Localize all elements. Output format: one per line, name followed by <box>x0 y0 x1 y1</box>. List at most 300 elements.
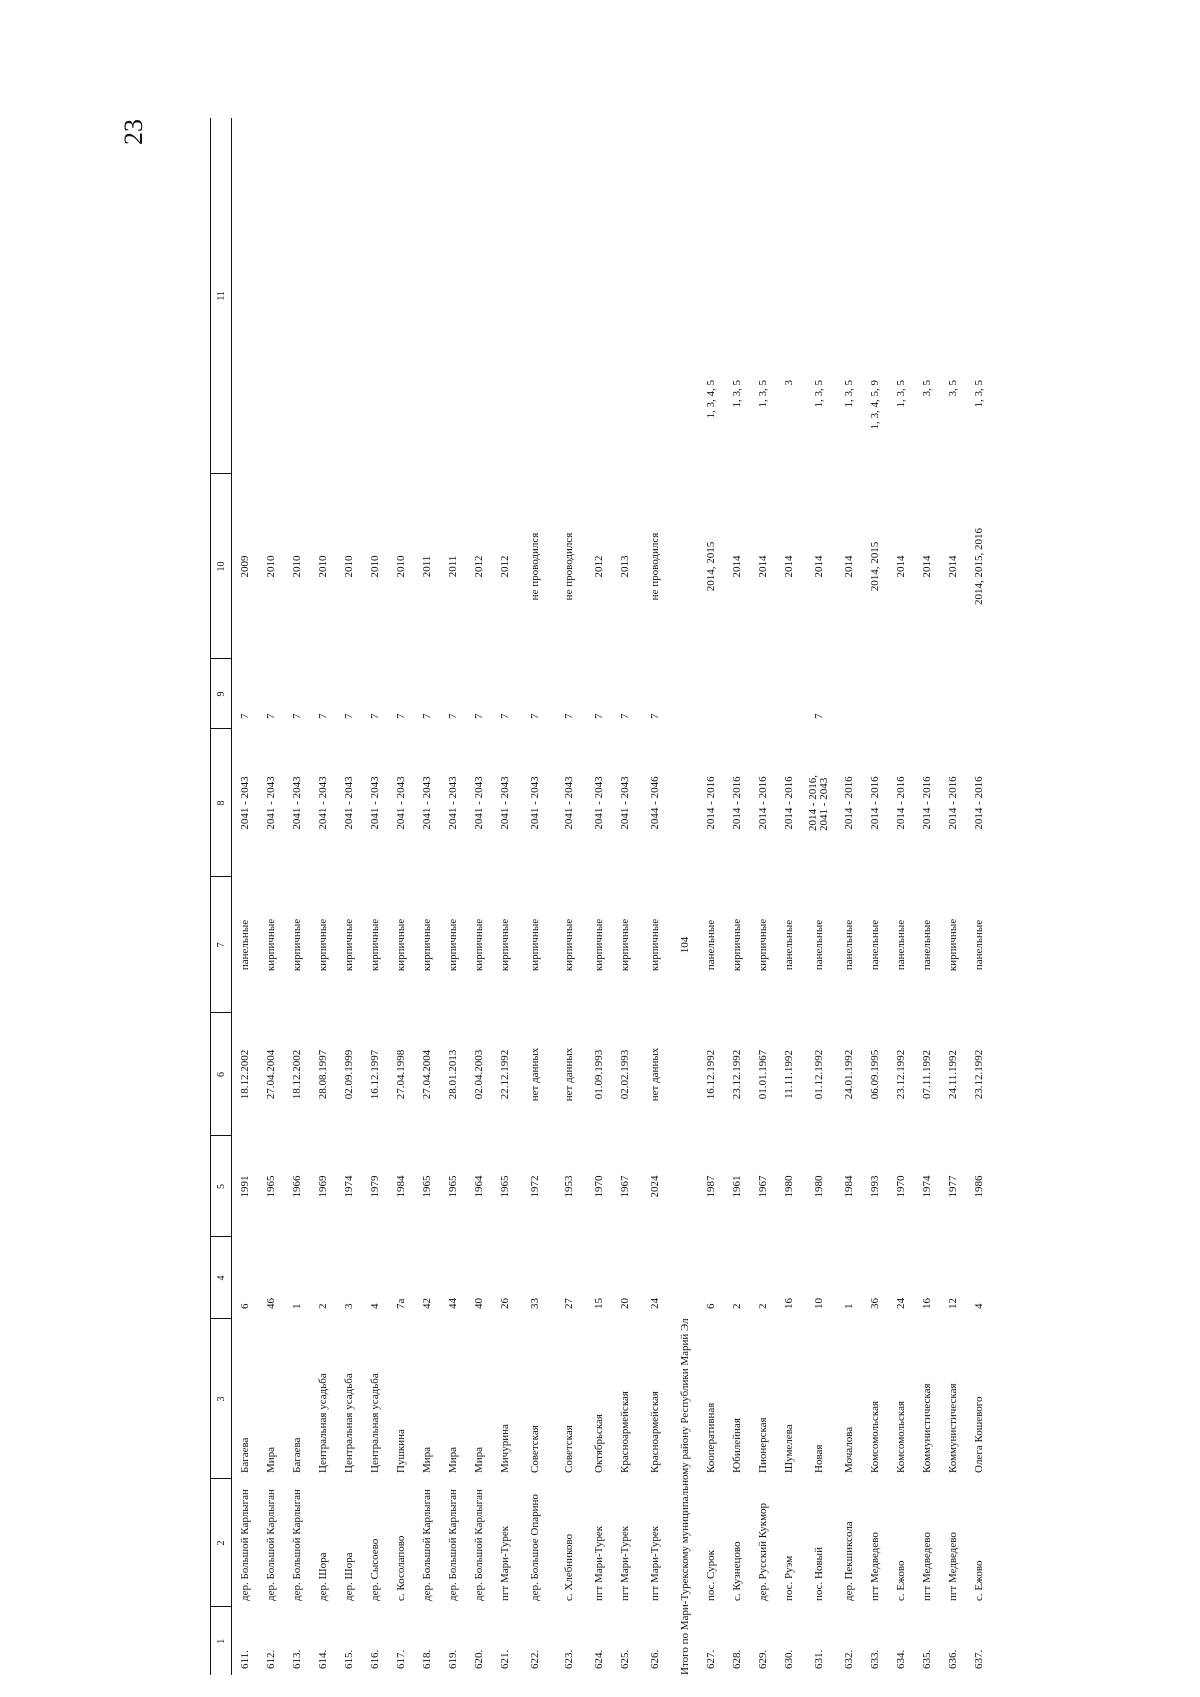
street-cell: Мичурина <box>498 1424 511 1473</box>
street-cell: Мира <box>264 1446 277 1473</box>
column-number-11: 11 <box>211 118 232 474</box>
rotated-table-frame <box>210 118 990 1675</box>
row-number: 625. <box>618 1649 631 1669</box>
row-number: 615. <box>342 1649 355 1669</box>
column-10-cell: 2009 <box>238 555 251 578</box>
row-number: 630. <box>782 1649 795 1669</box>
column-10-cell: 2014, 2015 <box>704 541 717 592</box>
wall-material-cell: панельные <box>894 919 907 971</box>
wall-material-cell: кирпичные <box>342 918 355 972</box>
street-cell: Мира <box>446 1446 459 1473</box>
column-11-cell: 1, 3, 4, 5 <box>704 380 717 419</box>
repair-period-cell-line: 2041 - 2043 <box>817 777 830 831</box>
wall-material-cell: кирпичные <box>946 918 959 972</box>
column-10-cell: 2010 <box>368 555 381 578</box>
repair-period-cell: 2014 - 2016 <box>730 776 743 830</box>
repair-period-cell: 2044 - 2046 <box>648 776 661 830</box>
year-built-cell: 1965 <box>420 1175 433 1198</box>
settlement-cell: с. Хлебниково <box>562 1534 575 1601</box>
street-cell: Комсомольская <box>894 1400 907 1473</box>
column-11-cell <box>284 118 310 474</box>
house-number-cell: 2 <box>730 1303 743 1309</box>
wall-material-cell: кирпичные <box>592 918 605 972</box>
year-built-cell: 1964 <box>472 1175 485 1198</box>
column-number-3: 3 <box>211 1319 232 1479</box>
column-9-cell: 7 <box>290 713 303 719</box>
date-cell: нет данных <box>648 1047 661 1102</box>
table-row <box>888 118 914 1675</box>
date-cell: 16.12.1997 <box>368 1049 381 1100</box>
wall-material-cell: панельные <box>238 919 251 971</box>
column-number-1: 1 <box>211 1607 232 1675</box>
house-number-cell: 24 <box>894 1298 907 1309</box>
wall-material-cell: панельные <box>704 919 717 971</box>
table-row <box>440 118 466 1675</box>
column-10-cell: 2010 <box>342 555 355 578</box>
column-9-cell <box>836 659 862 729</box>
column-number-row <box>211 118 232 1675</box>
housing-table <box>210 118 992 1675</box>
settlement-cell: дер. Шора <box>342 1552 355 1601</box>
settlement-cell: пгт Медведево <box>946 1532 959 1601</box>
repair-period-cell: 2014 - 2016 <box>704 776 717 830</box>
year-built-cell: 2024 <box>648 1175 661 1198</box>
house-number-cell: 4 <box>368 1303 381 1309</box>
column-11-cell <box>612 118 638 474</box>
row-number: 619. <box>446 1649 459 1669</box>
row-number: 622. <box>528 1649 541 1669</box>
row-number: 623. <box>562 1649 575 1669</box>
street-cell: Центральная усадьба <box>368 1373 381 1473</box>
table-row <box>414 118 440 1675</box>
street-cell: Центральная усадьба <box>342 1373 355 1473</box>
house-number-cell: 20 <box>618 1298 631 1309</box>
column-11-cell: 3, 5 <box>920 380 933 397</box>
street-cell: Центральная усадьба <box>316 1373 329 1473</box>
column-11-cell <box>638 118 672 474</box>
year-built-cell: 1972 <box>528 1175 541 1198</box>
table-row <box>388 118 414 1675</box>
year-built-cell: 1974 <box>920 1175 933 1198</box>
row-number: 628. <box>730 1649 743 1669</box>
column-11-cell: 1, 3, 5 <box>894 380 907 408</box>
column-9-cell: 7 <box>498 713 511 719</box>
house-number-cell: 6 <box>238 1303 251 1309</box>
year-built-cell: 1974 <box>342 1175 355 1198</box>
street-cell: Советская <box>562 1425 575 1473</box>
year-built-cell: 1979 <box>368 1175 381 1198</box>
date-cell: 01.12.1992 <box>812 1049 825 1100</box>
table-row <box>940 118 966 1675</box>
wall-material-cell: кирпичные <box>264 918 277 972</box>
table-header <box>211 118 232 1675</box>
wall-material-cell: кирпичные <box>394 918 407 972</box>
column-11-cell: 1, 3, 5 <box>812 380 825 408</box>
house-number-cell: 12 <box>946 1298 959 1309</box>
column-9-cell <box>888 659 914 729</box>
total-label: Итого по Мари-Турекскому муниципальному району Республики Марий Эл <box>678 1318 691 1675</box>
column-number-8: 8 <box>211 729 232 877</box>
column-9-cell <box>862 659 888 729</box>
table-row <box>362 118 388 1675</box>
row-number: 621. <box>498 1649 511 1669</box>
table-row <box>232 118 259 1675</box>
street-cell: Красноармейская <box>618 1391 631 1473</box>
column-10-cell: 2014, 2015 <box>868 541 881 592</box>
column-9-cell: 7 <box>472 713 485 719</box>
column-10-cell: 2014 <box>782 555 795 578</box>
settlement-cell: с. Ежово <box>972 1560 985 1601</box>
column-10-cell: 2014, 2015, 2016 <box>972 528 985 605</box>
wall-material-cell: панельные <box>920 919 933 971</box>
repair-period-cell: 2041 - 2043 <box>472 776 485 830</box>
year-built-cell: 1965 <box>498 1175 511 1198</box>
settlement-cell: пгт Мари-Турек <box>592 1525 605 1601</box>
date-cell: 01.09.1993 <box>592 1049 605 1100</box>
repair-period-cell: 2041 - 2043 <box>394 776 407 830</box>
street-cell: Новая <box>812 1444 825 1473</box>
column-9-cell: 7 <box>562 713 575 719</box>
wall-material-cell: панельные <box>812 919 825 971</box>
repair-period-cell: 2014 - 2016 <box>920 776 933 830</box>
wall-material-cell: кирпичные <box>316 918 329 972</box>
year-built-cell: 1965 <box>264 1175 277 1198</box>
table-row <box>802 118 836 1675</box>
repair-period-cell: 2041 - 2043 <box>618 776 631 830</box>
date-cell: 27.04.2004 <box>264 1049 277 1100</box>
repair-period-cell: 2041 - 2043 <box>498 776 511 830</box>
settlement-cell: пос. Сурок <box>704 1550 717 1601</box>
date-cell: 11.11.1992 <box>782 1050 795 1099</box>
column-10-cell: 2011 <box>420 555 433 578</box>
house-number-cell: 16 <box>782 1298 795 1309</box>
house-number-cell: 24 <box>648 1298 661 1309</box>
repair-period-cell: 2041 - 2043 <box>238 776 251 830</box>
street-cell: Мира <box>420 1446 433 1473</box>
column-11-cell <box>232 118 259 474</box>
column-9-cell <box>966 659 992 729</box>
column-10-cell: не проводился <box>562 532 575 601</box>
street-cell: Комсомольская <box>868 1400 881 1473</box>
column-10-cell: не проводился <box>528 532 541 601</box>
table-row <box>698 118 724 1675</box>
settlement-cell: дер. Большой Карлыган <box>290 1489 303 1601</box>
table-row <box>258 118 284 1675</box>
settlement-cell: дер. Большой Карлыган <box>238 1489 251 1601</box>
repair-period-cell: 2041 - 2043 <box>264 776 277 830</box>
house-number-cell: 27 <box>562 1298 575 1309</box>
table-row <box>862 118 888 1675</box>
house-number-cell: 44 <box>446 1298 459 1309</box>
row-number: 635. <box>920 1649 933 1669</box>
date-cell: 07.11.1992 <box>920 1049 933 1100</box>
column-9-cell: 7 <box>446 713 459 719</box>
date-cell: 06.09.1995 <box>868 1049 881 1100</box>
column-11-cell <box>440 118 466 474</box>
repair-period-cell: 2014 - 2016 <box>894 776 907 830</box>
house-number-cell: 10 <box>812 1298 825 1309</box>
column-9-cell: 7 <box>394 713 407 719</box>
table-row <box>552 118 586 1675</box>
total-row <box>672 118 698 1675</box>
settlement-cell: дер. Большой Карлыган <box>420 1489 433 1601</box>
row-number: 612. <box>264 1649 277 1669</box>
column-9-cell <box>698 659 724 729</box>
house-number-cell: 36 <box>868 1298 881 1309</box>
year-built-cell: 1970 <box>894 1175 907 1198</box>
wall-material-cell: кирпичные <box>290 918 303 972</box>
year-built-cell: 1961 <box>730 1175 743 1198</box>
column-10-cell: 2014 <box>812 555 825 578</box>
wall-material-cell: кирпичные <box>528 918 541 972</box>
row-number: 631. <box>812 1649 825 1669</box>
column-9-cell: 7 <box>618 713 631 719</box>
house-number-cell: 7а <box>394 1298 407 1309</box>
table-row <box>724 118 750 1675</box>
column-10-cell: 2014 <box>946 555 959 578</box>
year-built-cell: 1967 <box>618 1175 631 1198</box>
street-cell: Пушкина <box>394 1429 407 1473</box>
wall-material-cell: кирпичные <box>618 918 631 972</box>
settlement-cell: дер. Большой Карлыган <box>472 1489 485 1601</box>
street-cell: Юбилейная <box>730 1418 743 1473</box>
total-empty <box>672 118 698 877</box>
row-number: 634. <box>894 1649 907 1669</box>
column-10-cell: 2012 <box>472 555 485 578</box>
total-count: 104 <box>678 936 691 954</box>
column-number-5: 5 <box>211 1136 232 1237</box>
column-10-cell: 2010 <box>316 555 329 578</box>
column-9-cell: 7 <box>238 713 251 719</box>
settlement-cell: пгт Медведево <box>920 1532 933 1601</box>
column-11-cell: 1, 3, 5 <box>842 380 855 408</box>
column-number-9: 9 <box>211 659 232 729</box>
column-11-cell <box>310 118 336 474</box>
date-cell: 27.04.1998 <box>394 1049 407 1100</box>
column-11-cell <box>586 118 612 474</box>
year-built-cell: 1980 <box>782 1175 795 1198</box>
year-built-cell: 1980 <box>812 1175 825 1198</box>
settlement-cell: пгт Мари-Турек <box>498 1525 511 1601</box>
page-number: 23 <box>119 119 148 145</box>
column-11-cell: 1, 3, 5 <box>972 380 985 408</box>
column-11-cell: 1, 3, 5 <box>756 380 769 408</box>
house-number-cell: 2 <box>316 1303 329 1309</box>
date-cell: 22.12.1992 <box>498 1049 511 1100</box>
row-number: 636. <box>946 1649 959 1669</box>
house-number-cell: 1 <box>290 1303 303 1309</box>
column-11-cell <box>336 118 362 474</box>
repair-period-cell: 2014 - 2016 <box>756 776 769 830</box>
date-cell: 24.11.1992 <box>946 1049 959 1100</box>
year-built-cell: 1966 <box>290 1175 303 1198</box>
street-cell: Коммунистическая <box>946 1383 959 1473</box>
column-11-cell: 1, 3, 5 <box>730 380 743 408</box>
column-11-cell <box>362 118 388 474</box>
row-number: 632. <box>842 1649 855 1669</box>
date-cell: 23.12.1992 <box>972 1049 985 1100</box>
column-10-cell: 2012 <box>592 555 605 578</box>
settlement-cell: дер. Сысоево <box>368 1538 381 1601</box>
house-number-cell: 3 <box>342 1303 355 1309</box>
wall-material-cell: панельные <box>972 919 985 971</box>
column-9-cell <box>776 659 802 729</box>
table-body <box>232 118 993 1675</box>
column-number-4: 4 <box>211 1237 232 1319</box>
date-cell: 02.04.2003 <box>472 1049 485 1100</box>
year-built-cell: 1984 <box>394 1175 407 1198</box>
row-number: 633. <box>868 1649 881 1669</box>
column-number-2: 2 <box>211 1479 232 1607</box>
row-number: 618. <box>420 1649 433 1669</box>
street-cell: Мира <box>472 1446 485 1473</box>
street-cell: Багаева <box>238 1437 251 1473</box>
house-number-cell: 15 <box>592 1298 605 1309</box>
column-9-cell <box>750 659 776 729</box>
street-cell: Мочалова <box>842 1426 855 1473</box>
repair-period-cell: 2041 - 2043 <box>528 776 541 830</box>
column-11-cell <box>492 118 518 474</box>
year-built-cell: 1970 <box>592 1175 605 1198</box>
repair-period-cell-lines <box>808 775 830 831</box>
settlement-cell: пос. Новый <box>812 1547 825 1601</box>
house-number-cell: 42 <box>420 1298 433 1309</box>
settlement-cell: пгт Мари-Турек <box>618 1525 631 1601</box>
house-number-cell: 26 <box>498 1298 511 1309</box>
date-cell: 01.01.1967 <box>756 1049 769 1100</box>
date-cell: 24.01.1992 <box>842 1049 855 1100</box>
repair-period-cell <box>802 729 836 877</box>
column-number-7: 7 <box>211 877 232 1013</box>
column-9-cell <box>940 659 966 729</box>
table-row <box>914 118 940 1675</box>
column-10-cell: 2011 <box>446 555 459 578</box>
wall-material-cell: кирпичные <box>498 918 511 972</box>
column-11-cell <box>414 118 440 474</box>
street-cell: Красноармейская <box>648 1391 661 1473</box>
date-cell: нет данных <box>528 1047 541 1102</box>
repair-period-cell: 2014 - 2016 <box>946 776 959 830</box>
street-cell: Октябрьская <box>592 1414 605 1473</box>
settlement-cell: дер. Большое Опарино <box>528 1494 541 1601</box>
column-10-cell: 2014 <box>730 555 743 578</box>
row-number: 627. <box>704 1649 717 1669</box>
wall-material-cell: кирпичные <box>420 918 433 972</box>
column-10-cell: 2013 <box>618 555 631 578</box>
row-number: 613. <box>290 1649 303 1669</box>
column-10-cell: 2014 <box>894 555 907 578</box>
settlement-cell: дер. Русский Кукмор <box>756 1502 769 1601</box>
repair-period-cell: 2041 - 2043 <box>592 776 605 830</box>
column-10-cell: 2014 <box>756 555 769 578</box>
year-built-cell: 1965 <box>446 1175 459 1198</box>
date-cell: 28.01.2013 <box>446 1049 459 1100</box>
wall-material-cell: панельные <box>868 919 881 971</box>
wall-material-cell: панельные <box>842 919 855 971</box>
column-9-cell: 7 <box>342 713 355 719</box>
column-9-cell: 7 <box>528 713 541 719</box>
date-cell: 18.12.2002 <box>290 1049 303 1100</box>
street-cell: Кооперативная <box>704 1402 717 1473</box>
column-9-cell: 7 <box>812 713 825 719</box>
house-number-cell: 16 <box>920 1298 933 1309</box>
row-number: 624. <box>592 1649 605 1669</box>
settlement-cell: пос. Руэм <box>782 1555 795 1601</box>
wall-material-cell: кирпичные <box>368 918 381 972</box>
repair-period-cell: 2041 - 2043 <box>316 776 329 830</box>
year-built-cell: 1991 <box>238 1175 251 1198</box>
table-row <box>638 118 672 1675</box>
column-9-cell: 7 <box>648 713 661 719</box>
repair-period-cell: 2041 - 2043 <box>420 776 433 830</box>
column-9-cell: 7 <box>368 713 381 719</box>
wall-material-cell: кирпичные <box>730 918 743 972</box>
street-cell: Пионерская <box>756 1417 769 1473</box>
table-row <box>966 118 992 1675</box>
year-built-cell: 1993 <box>868 1175 881 1198</box>
settlement-cell: с. Кузнецово <box>730 1541 743 1601</box>
wall-material-cell: панельные <box>782 919 795 971</box>
date-cell: 23.12.1992 <box>730 1049 743 1100</box>
column-11-cell <box>466 118 492 474</box>
table-row <box>518 118 552 1675</box>
column-10-cell: 2010 <box>290 555 303 578</box>
column-9-cell: 7 <box>592 713 605 719</box>
wall-material-cell: кирпичные <box>756 918 769 972</box>
settlement-cell: пгт Мари-Турек <box>648 1525 661 1601</box>
column-10-cell: 2014 <box>920 555 933 578</box>
wall-material-cell: кирпичные <box>446 918 459 972</box>
repair-period-cell: 2014 - 2016 <box>842 776 855 830</box>
year-built-cell: 1953 <box>562 1175 575 1198</box>
year-built-cell: 1986 <box>972 1175 985 1198</box>
street-cell: Коммунистическая <box>920 1383 933 1473</box>
year-built-cell: 1967 <box>756 1175 769 1198</box>
table-row <box>492 118 518 1675</box>
year-built-cell: 1969 <box>316 1175 329 1198</box>
column-10-cell: 2010 <box>394 555 407 578</box>
column-11-cell <box>258 118 284 474</box>
column-11-cell <box>388 118 414 474</box>
date-cell: 18.12.2002 <box>238 1049 251 1100</box>
column-10-cell: 2012 <box>498 555 511 578</box>
table-row <box>586 118 612 1675</box>
table-row <box>776 118 802 1675</box>
table-container <box>210 118 990 1675</box>
row-number: 616. <box>368 1649 381 1669</box>
row-number: 629. <box>756 1649 769 1669</box>
column-11-cell: 3, 5 <box>946 380 959 397</box>
street-cell: Багаева <box>290 1437 303 1473</box>
column-number-6: 6 <box>211 1013 232 1136</box>
year-built-cell: 1987 <box>704 1175 717 1198</box>
settlement-cell: пгт Медведево <box>868 1532 881 1601</box>
column-10-cell: 2010 <box>264 555 277 578</box>
settlement-cell: дер. Пекшиксола <box>842 1521 855 1601</box>
date-cell: нет данных <box>562 1047 575 1102</box>
row-number: 611. <box>238 1650 251 1669</box>
row-number: 637. <box>972 1649 985 1669</box>
repair-period-cell: 2041 - 2043 <box>562 776 575 830</box>
street-cell: Шумелева <box>782 1424 795 1473</box>
table-row <box>836 118 862 1675</box>
wall-material-cell: кирпичные <box>472 918 485 972</box>
column-10-cell: 2014 <box>842 555 855 578</box>
settlement-cell: дер. Большой Карлыган <box>264 1489 277 1601</box>
house-number-cell: 2 <box>756 1303 769 1309</box>
row-number: 620. <box>472 1649 485 1669</box>
repair-period-cell-line: 2014 - 2016, <box>806 775 819 831</box>
